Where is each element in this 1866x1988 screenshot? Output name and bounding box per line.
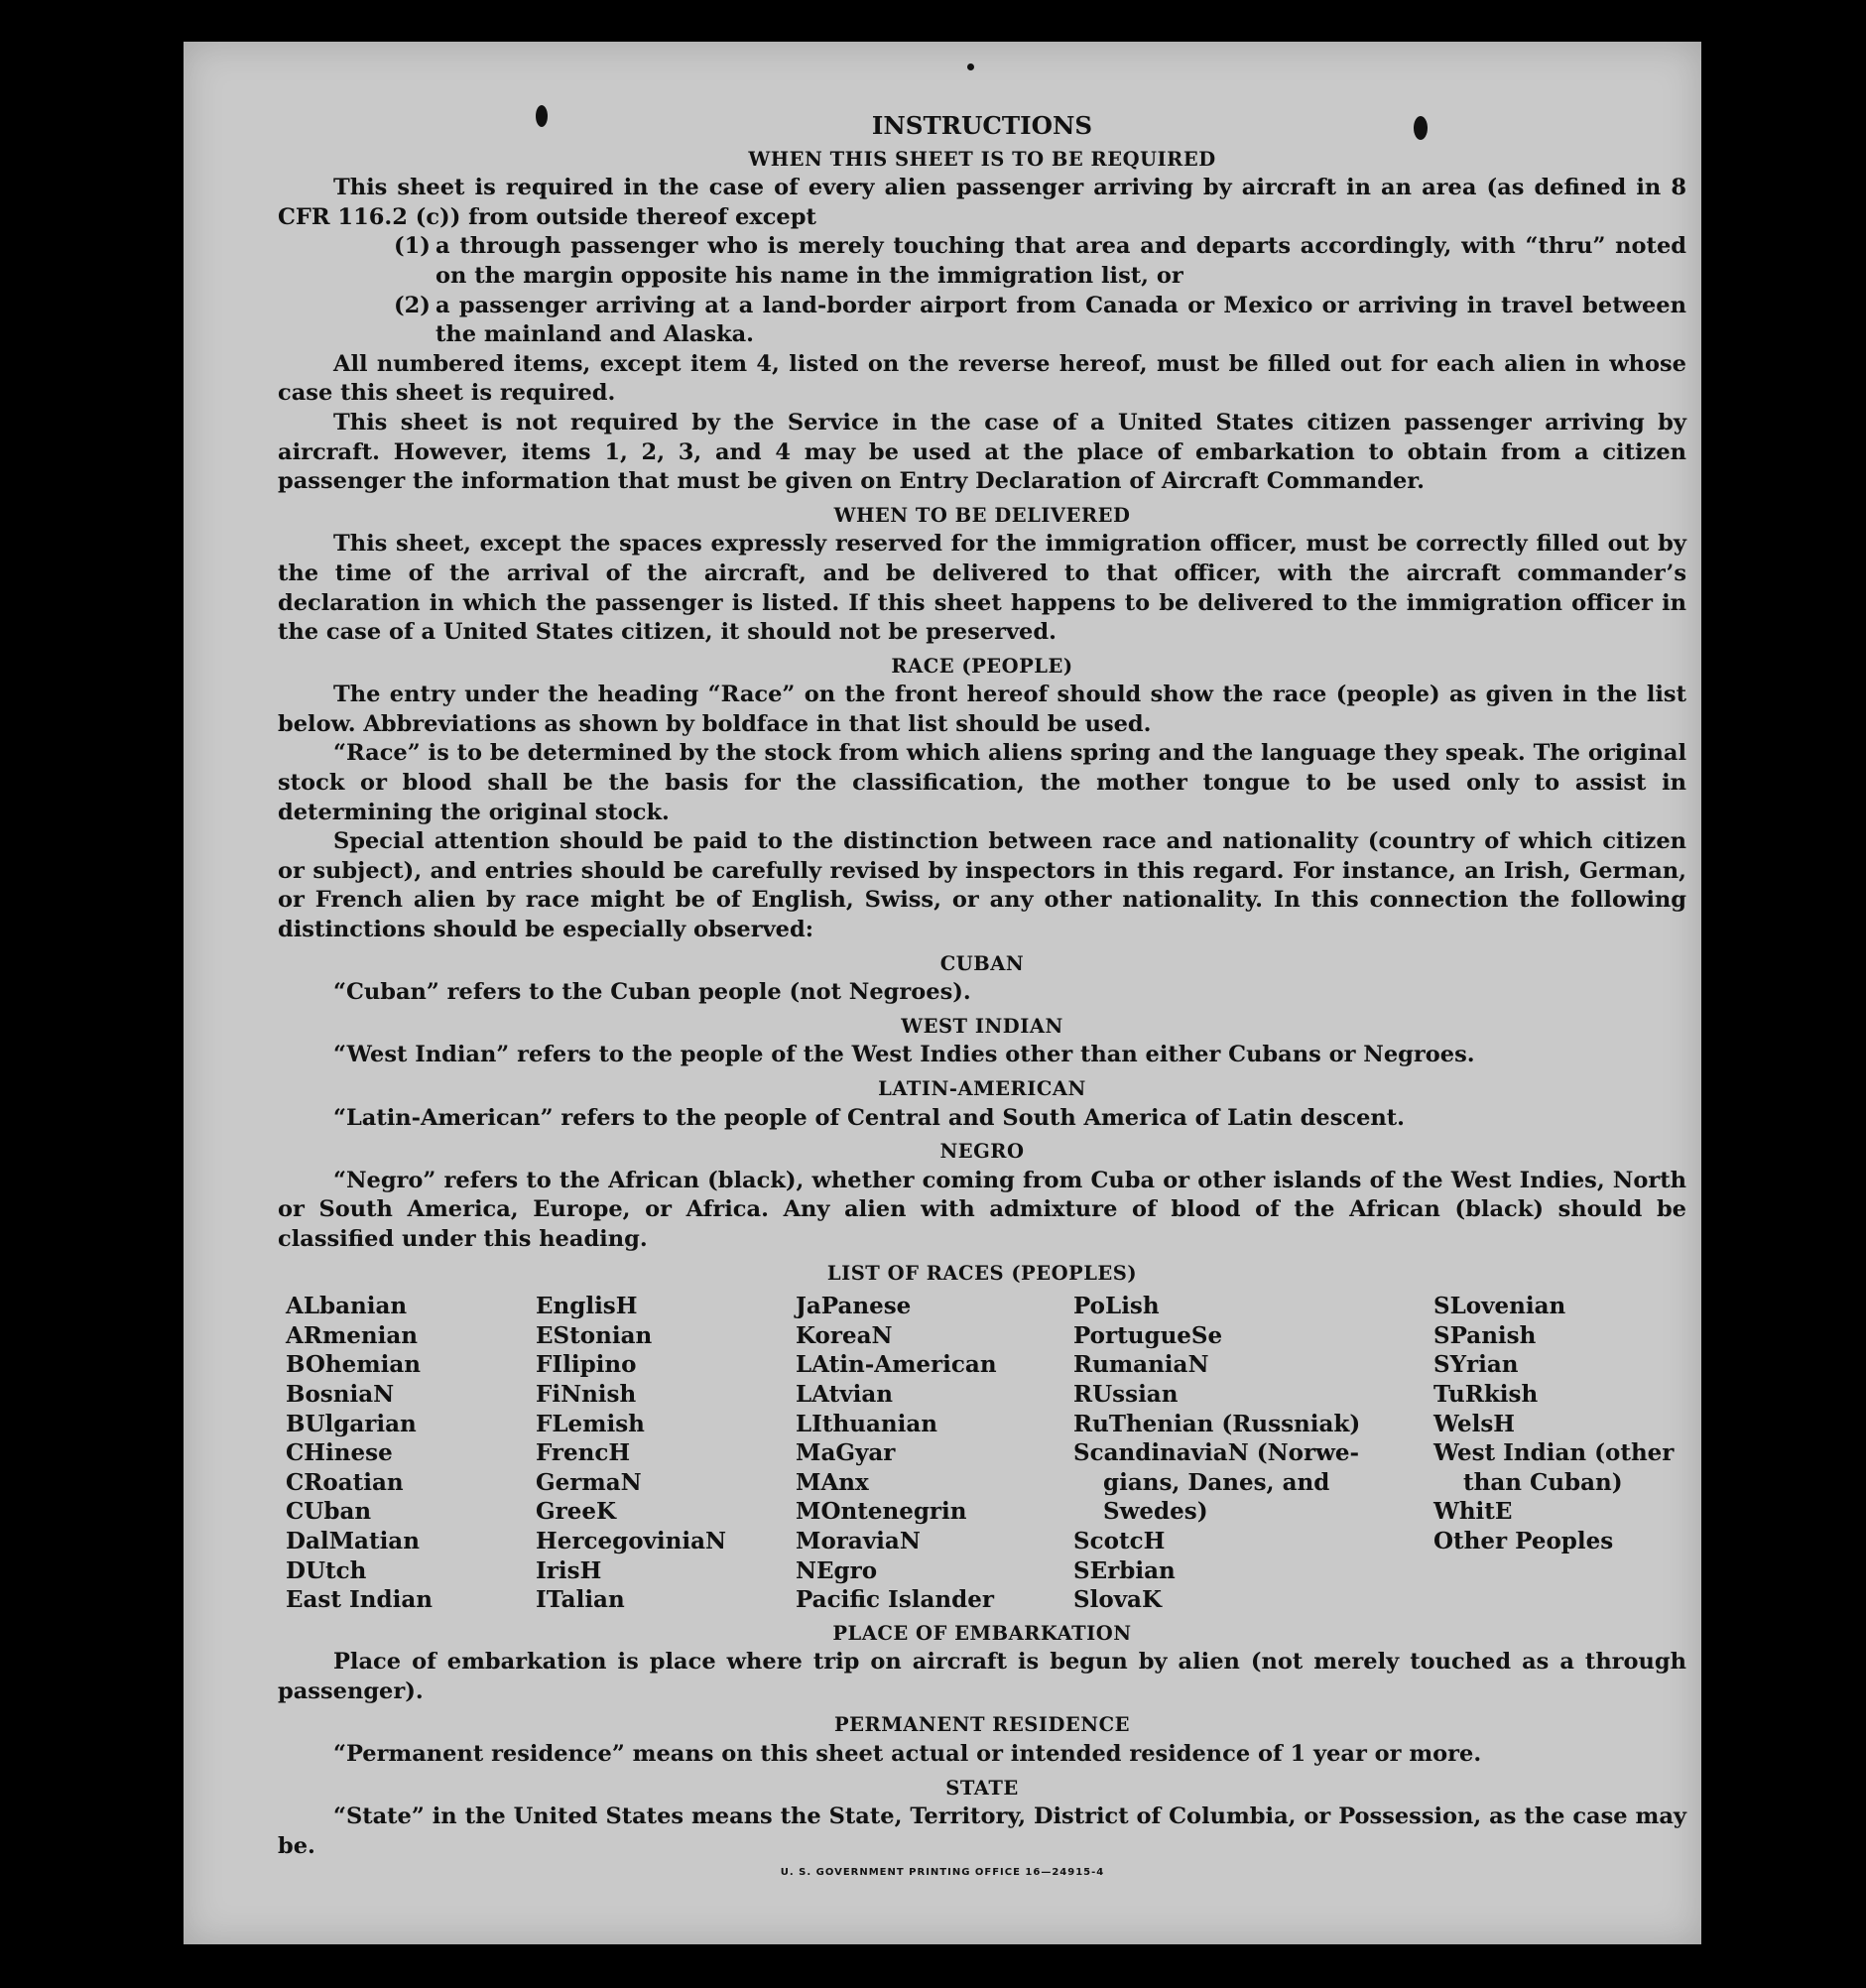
- paragraph: All numbered items, except item 4, listed on the reverse hereof, must be filled out for each alien in whose case this sheet is required.: [278, 350, 1686, 407]
- race-entry: CHinese: [286, 1439, 393, 1467]
- race-entry: MaGyar: [796, 1439, 896, 1467]
- heading-cuban: CUBAN: [939, 951, 1025, 975]
- race-entry: KoreaN: [796, 1321, 893, 1349]
- race-entry: SYrian: [1433, 1351, 1519, 1379]
- race-entry: RUssian: [1073, 1380, 1179, 1408]
- race-entry: SPanish: [1433, 1321, 1537, 1349]
- document-sheet: [184, 42, 1701, 1944]
- race-entry: NEgro: [796, 1556, 878, 1584]
- race-entry: LAtin-American: [796, 1351, 997, 1379]
- paragraph: “West Indian” refers to the people of the West Indies other than either Cubans or Negroes.: [333, 1042, 1475, 1068]
- paragraph: “State” in the United States means the State, Territory, District of Columbia, or Possession, as the case may be.: [278, 1803, 1686, 1859]
- race-entry: SLovenian: [1433, 1293, 1566, 1320]
- race-entry: Other Peoples: [1433, 1527, 1614, 1554]
- race-entry: FIlipino: [536, 1351, 637, 1379]
- race-entry: RuThenian (Russniak): [1073, 1410, 1361, 1437]
- item-text: a through passenger who is merely touching that area and departs accordingly, with “thru” noted on the margin opposite his name in the immigration list, or: [435, 233, 1686, 289]
- race-column-5: [1433, 1292, 1691, 1615]
- race-entry: PortugueSe: [1073, 1321, 1223, 1349]
- race-entry: MAnx: [796, 1468, 869, 1496]
- heading-west-indian: WEST INDIAN: [901, 1014, 1063, 1038]
- race-entry: MoraviaN: [796, 1527, 921, 1554]
- race-entry: TuRkish: [1433, 1380, 1539, 1408]
- race-entry: FrencH: [536, 1439, 631, 1467]
- paragraph: This sheet is required in the case of every alien passenger arriving by aircraft in an area (as defined in 8 CFR 116.2 (c)) from outside thereof except: [278, 175, 1686, 230]
- race-entry: WhitE: [1433, 1498, 1513, 1526]
- race-entry: BOhemian: [286, 1351, 421, 1379]
- heading-latin-american: LATIN-AMERICAN: [878, 1077, 1086, 1100]
- race-entry: ARmenian: [286, 1321, 419, 1349]
- race-entry: Swedes): [1103, 1498, 1208, 1526]
- paragraph: This sheet, except the spaces expressly reserved for the immigration officer, must be correctly filled out by the time of the arrival of the aircraft, and be delivered to that officer, with the aircraft commander’s declaration in which the passenger is listed. If this sheet happens to be delivered to the immigration officer in the case of a United States citizen, it should not be preserved.: [278, 531, 1686, 646]
- race-entry: ScandinaviaN (Norwe-: [1073, 1439, 1360, 1467]
- race-entry: CRoatian: [286, 1468, 404, 1496]
- race-entry: than Cuban): [1463, 1468, 1623, 1496]
- race-entry: RumaniaN: [1073, 1351, 1209, 1379]
- paragraph: The entry under the heading “Race” on the front hereof should show the race (people) as given in the list below. Abbreviations as shown by boldface in that list should be used.: [278, 682, 1686, 737]
- race-entry: West Indian (other: [1433, 1439, 1675, 1467]
- race-entry: GermaN: [536, 1468, 642, 1496]
- race-entry: GreeK: [536, 1498, 617, 1526]
- page-title: INSTRUCTIONS: [871, 111, 1093, 140]
- exception-item-1: [278, 232, 1686, 291]
- race-entry: HercegoviniaN: [536, 1527, 727, 1554]
- race-entry: CUban: [286, 1498, 372, 1526]
- race-entry: SlovaK: [1073, 1586, 1162, 1614]
- race-entry: ALbanian: [286, 1293, 408, 1320]
- race-entry: DalMatian: [286, 1527, 420, 1554]
- instructions-body: [278, 109, 1686, 1861]
- heading-when-required: WHEN THIS SHEET IS TO BE REQUIRED: [748, 147, 1216, 171]
- heading-state: STATE: [945, 1776, 1019, 1800]
- paragraph: “Permanent residence” means on this sheet actual or intended residence of 1 year or more.: [333, 1741, 1482, 1768]
- paragraph: “Cuban” refers to the Cuban people (not Negroes).: [333, 979, 971, 1006]
- exception-item-2: [278, 292, 1686, 350]
- paragraph: “Latin-American” refers to the people of Central and South America of Latin descent.: [333, 1104, 1405, 1131]
- race-entry: IrisH: [536, 1556, 602, 1584]
- race-entry: ITalian: [536, 1586, 625, 1614]
- item-number: (1): [394, 233, 431, 260]
- race-list: [278, 1292, 1686, 1615]
- heading-race: RACE (PEOPLE): [891, 654, 1073, 678]
- race-entry: BosniaN: [286, 1380, 395, 1408]
- race-entry: JaPanese: [796, 1293, 912, 1320]
- item-number: (2): [394, 292, 431, 318]
- race-entry: PoLish: [1073, 1293, 1160, 1320]
- heading-negro: NEGRO: [939, 1140, 1025, 1164]
- race-entry: BUlgarian: [286, 1410, 417, 1437]
- race-entry: SErbian: [1073, 1556, 1176, 1584]
- race-entry: FiNnish: [536, 1380, 637, 1408]
- race-entry: LAtvian: [796, 1380, 893, 1408]
- heading-when-delivered: WHEN TO BE DELIVERED: [833, 503, 1131, 527]
- race-entry: MOntenegrin: [796, 1498, 967, 1526]
- race-entry: DUtch: [286, 1556, 367, 1584]
- item-text: a passenger arriving at a land-border airport from Canada or Mexico or arriving in travel between the mainland and Alaska.: [435, 292, 1686, 348]
- heading-list-of-races: LIST OF RACES (PEOPLES): [826, 1261, 1138, 1285]
- race-entry: FLemish: [536, 1410, 645, 1437]
- race-column-4: [1073, 1292, 1433, 1615]
- paragraph: Special attention should be paid to the distinction between race and nationality (country of which citizen or subject), and entries should be carefully revised by inspectors in this regard. For instance, an Irish, German, or French alien by race might be of English, Swiss, or any other nationality. In this connection the following distinctions should be especially observed:: [278, 828, 1686, 943]
- race-entry: WelsH: [1433, 1410, 1516, 1437]
- paragraph: “Negro” refers to the African (black), whether coming from Cuba or other islands of the West Indies, North or South America, Europe, or Africa. Any alien with admixture of blood of the African (black) should be classified under this heading.: [278, 1167, 1686, 1252]
- printer-imprint: U. S. GOVERNMENT PRINTING OFFICE 16—24915-4: [780, 1867, 1105, 1878]
- race-column-2: [536, 1292, 796, 1615]
- race-column-1: [286, 1292, 536, 1615]
- race-entry: Pacific Islander: [796, 1586, 994, 1614]
- race-entry: EnglisH: [536, 1293, 638, 1320]
- heading-place-of-embarkation: PLACE OF EMBARKATION: [832, 1621, 1132, 1645]
- speck: [967, 63, 974, 70]
- race-entry: LIthuanian: [796, 1410, 937, 1437]
- paragraph: “Race” is to be determined by the stock from which aliens spring and the language they speak. The original stock or blood shall be the basis for the classification, the mother tongue to be used only to assist in determining the original stock.: [278, 740, 1686, 825]
- paragraph: This sheet is not required by the Service in the case of a United States citizen passenger arriving by aircraft. However, items 1, 2, 3, and 4 may be used at the place of embarkation to obtain from a citizen passenger the information that must be given on Entry Declaration of Aircraft Commander.: [278, 409, 1686, 495]
- race-entry: EStonian: [536, 1321, 653, 1349]
- heading-permanent-residence: PERMANENT RESIDENCE: [833, 1713, 1130, 1737]
- paragraph: Place of embarkation is place where trip on aircraft is begun by alien (not merely touched as a through passenger).: [278, 1649, 1686, 1704]
- race-entry: gians, Danes, and: [1103, 1468, 1330, 1496]
- race-column-3: [796, 1292, 1073, 1615]
- race-entry: East Indian: [286, 1586, 433, 1614]
- race-entry: ScotcH: [1073, 1527, 1166, 1554]
